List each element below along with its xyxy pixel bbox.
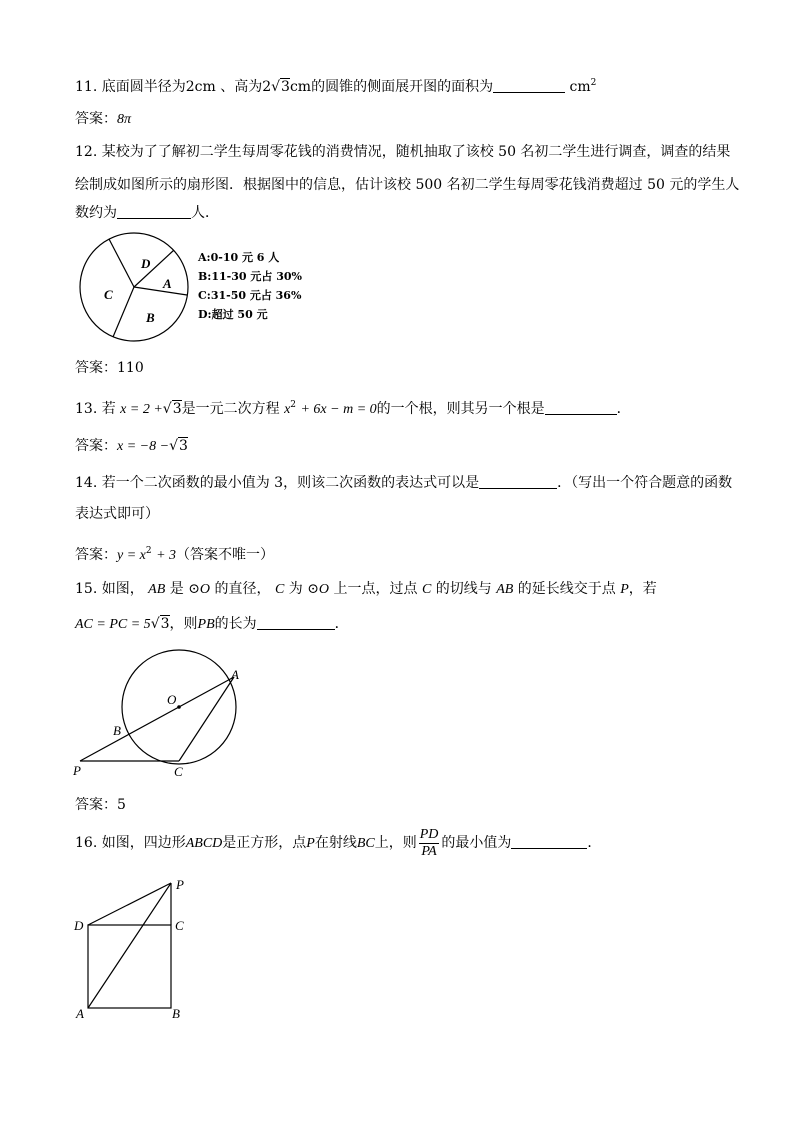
answer-blank — [117, 204, 191, 219]
answer-blank — [545, 400, 617, 415]
q13-text: 的一个根，则其另一个根是 — [376, 401, 545, 417]
answer-radicand: 3 — [178, 438, 188, 454]
line-pa — [80, 677, 234, 761]
label-p: P — [176, 877, 184, 892]
q13-equation: x — [284, 402, 291, 417]
answer-blank — [493, 78, 565, 93]
square-abcd — [88, 925, 171, 1008]
q11-text: 11. 底面圆半径为 — [75, 79, 186, 95]
answer-value: 5 — [117, 797, 126, 813]
label-c: C — [175, 918, 184, 933]
q15-text: 为 — [288, 581, 303, 597]
pie-label-a: A — [163, 276, 172, 291]
question-14-line-2: 表达式即可） — [75, 506, 159, 522]
q15-symbol: AB — [496, 582, 514, 597]
q11-text: 的圆锥的侧面展开图的面积为 — [311, 79, 494, 95]
q15-text: ，则 — [169, 616, 198, 632]
label-a: A — [76, 1006, 84, 1021]
q16-symbol: BC — [356, 836, 375, 851]
q15-text: ． — [334, 616, 349, 632]
q15-text: ，若 — [628, 581, 657, 597]
label-d: D — [74, 918, 84, 933]
q13-text: 13. 若 — [75, 401, 116, 417]
label-b: B — [172, 1006, 180, 1021]
q11-height-coef: 2 — [262, 79, 272, 95]
q13-equation-sup: 2 — [290, 400, 297, 410]
line-ac — [179, 677, 234, 761]
legend-item-a: A:0-10 元 6 人 — [198, 251, 280, 264]
answer-label: 答案： — [75, 797, 117, 813]
line-pa — [88, 883, 171, 1008]
pie-legend — [198, 251, 302, 322]
q13-root: x = 2 + — [120, 402, 163, 417]
label-a: A — [231, 667, 239, 682]
answer-blank — [257, 615, 335, 630]
answer-value: + 3 — [156, 548, 177, 563]
pie-label-b: B — [146, 310, 155, 325]
q16-fraction — [419, 827, 440, 860]
q16-text: 16. 如图，四边形 — [75, 835, 186, 851]
question-15-line-2: AC = PC = 5√3，则PB的长为 ． — [75, 616, 349, 632]
q15-text: 15. 如图， — [75, 581, 144, 597]
q15-radicand: 3 — [160, 616, 170, 632]
pie-label-c: C — [104, 287, 113, 302]
q12-text: 人． — [191, 205, 219, 221]
q16-symbol: ABCD — [185, 836, 223, 851]
answer-14 — [75, 542, 274, 565]
legend-item-b: B:11-30 元占 30% — [198, 270, 302, 283]
q15-symbol: ⊙O — [307, 582, 330, 597]
line-pd — [88, 883, 171, 925]
fraction-numerator: PD — [419, 826, 439, 842]
q16-text: ． — [587, 835, 602, 851]
q15-text: 的直径， — [214, 581, 271, 597]
question-15-line-1 — [75, 580, 657, 599]
q11-unit: cm — [569, 79, 591, 95]
label-p: P — [73, 763, 81, 778]
q15-text: 上一点，过点 — [333, 581, 418, 597]
answer-note: （答案不唯一） — [176, 547, 275, 563]
q13-text: 是一元二次方程 — [181, 401, 280, 417]
question-12-line-1: 12. 某校为了了解初二学生每周零花钱的消费情况，随机抽取了该校 50 名初二学生进行调查，调查的结果 — [75, 144, 731, 160]
circle-tangent-diagram — [68, 648, 248, 783]
answer-label: 答案： — [75, 111, 117, 127]
q15-text: 的延长线交于点 — [517, 581, 616, 597]
legend-item-c: C:31-50 元占 36% — [198, 289, 302, 302]
answer-label: 答案： — [75, 547, 117, 563]
question-12-line-3 — [75, 204, 219, 222]
q16-symbol: P — [306, 836, 315, 851]
q14-text: 14. 若一个二次函数的最小值为 3，则该二次函数的表达式可以是 — [75, 475, 480, 491]
q15-symbol: PB — [197, 617, 215, 632]
question-16 — [75, 826, 601, 861]
pie-label-d: D — [141, 256, 151, 271]
label-o: O — [167, 692, 177, 707]
pie-chart — [70, 230, 200, 345]
q14-text: ．（写出一个符合题意的函数 — [557, 475, 733, 491]
answer-blank — [479, 474, 557, 489]
center-dot — [177, 705, 181, 709]
answer-blank — [511, 834, 587, 849]
pie-divider — [134, 287, 187, 295]
answer-15 — [75, 796, 126, 814]
q15-equation: AC = PC = 5 — [75, 617, 151, 632]
q16-text: 上，则 — [374, 835, 417, 851]
q15-symbol: C — [421, 582, 432, 597]
q15-symbol: P — [620, 582, 629, 597]
q11-unit-sup: 2 — [590, 78, 597, 88]
answer-12 — [75, 359, 144, 377]
question-14-line-1 — [75, 474, 732, 492]
square-diagram — [68, 872, 198, 1024]
answer-value: y = x — [117, 548, 146, 563]
answer-11 — [75, 110, 131, 129]
pie-divider — [109, 239, 134, 287]
pie-divider — [113, 287, 134, 337]
q15-symbol: C — [274, 582, 285, 597]
answer-value: 8π — [117, 112, 132, 127]
question-13: 13. 若 x = 2 +√3是一元二次方程 $x^2 + 6x - m = 0$的一个根，则其另一个根是 ． — [75, 400, 631, 417]
q13-root-radicand: 3 — [172, 401, 182, 417]
answer-value: 110 — [117, 360, 144, 376]
q12-text: 数约为 — [75, 205, 117, 221]
fraction-denominator: PA — [421, 843, 437, 859]
q15-symbol: AB — [148, 582, 166, 597]
q11-text: 、高为 — [220, 79, 263, 95]
q16-text: 是正方形，点 — [222, 835, 307, 851]
answer-13: 答案：x = −8 −√3 — [75, 438, 188, 454]
answer-value: x = −8 − — [117, 439, 170, 454]
q16-text: 在射线 — [314, 835, 357, 851]
q13-equation: + 6x − m = 0 — [300, 402, 377, 417]
q11-height-radicand: 3 — [281, 79, 290, 95]
answer-label: 答案： — [75, 360, 117, 376]
answer-label: 答案： — [75, 438, 117, 454]
q11-radius: 2cm — [185, 79, 216, 95]
q15-text: 是 — [169, 581, 184, 597]
q15-text: 的切线与 — [435, 581, 492, 597]
q15-text: 的长为 — [214, 616, 257, 632]
q15-symbol: ⊙O — [188, 582, 211, 597]
answer-sup: 2 — [145, 546, 152, 556]
label-c: C — [174, 764, 183, 779]
label-b: B — [113, 723, 121, 738]
q13-text: ． — [616, 401, 631, 417]
q16-text: 的最小值为 — [441, 835, 512, 851]
q11-height-unit: cm — [289, 79, 312, 95]
question-12-line-2: 绘制成如图所示的扇形图．根据图中的信息，估计该校 500 名初二学生每周零花钱消费超过 50 元的学生人 — [75, 177, 740, 193]
question-11: 11. 底面圆半径为2cm 、高为2√3cm的圆锥的侧面展开图的面积为 $cm^2$ — [75, 78, 597, 95]
legend-item-d: D:超过 50 元 — [198, 308, 268, 321]
